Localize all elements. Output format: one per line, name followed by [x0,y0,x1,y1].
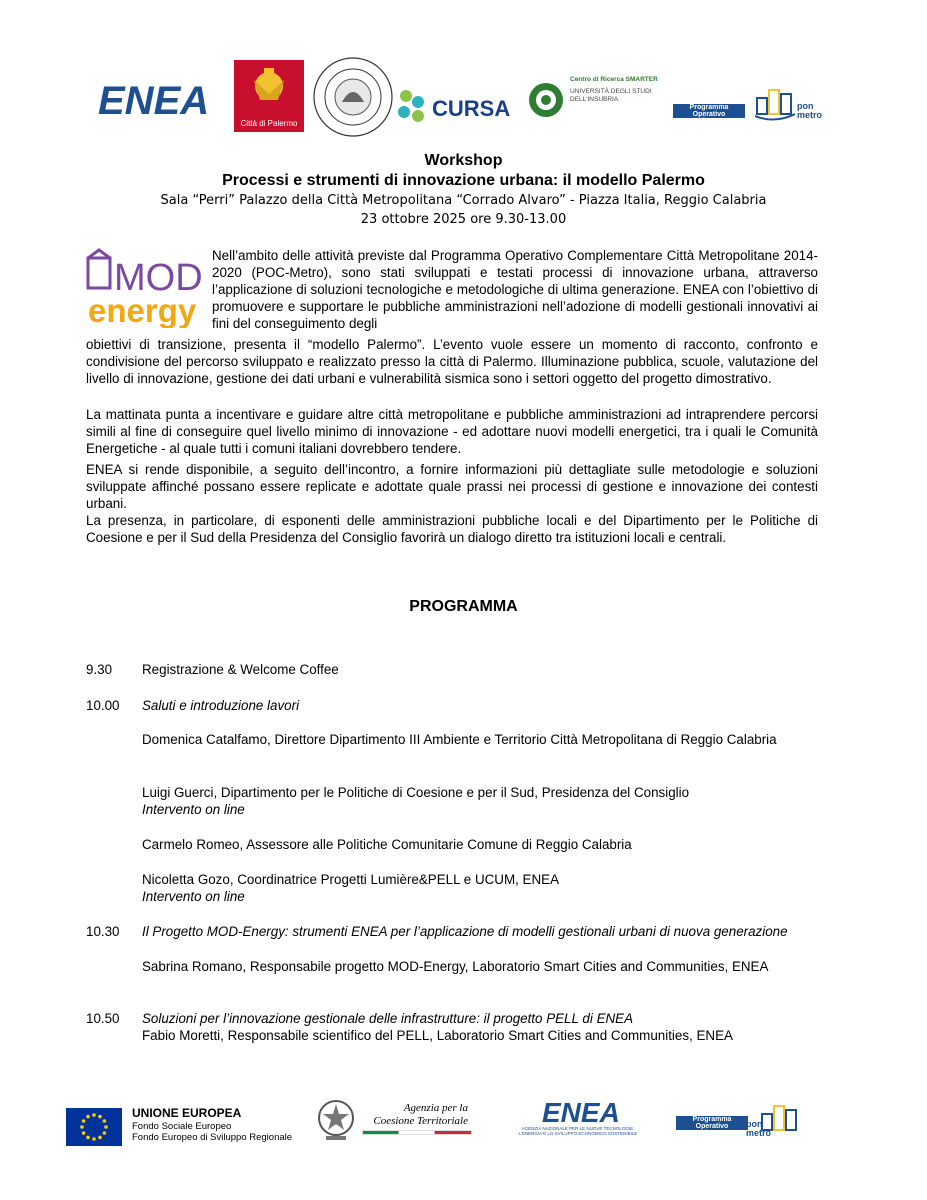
cursa-mark-icon [392,86,432,126]
poc-pon-footer-logo [676,1100,826,1140]
agenda-item-4-speaker: Fabio Moretti, Responsabile scientifico del PELL, Laboratorio Smart Cities and Communities, ENEA [142,1028,733,1043]
poc-footer-line2: Complementare [685,1130,739,1137]
agenda-item-4: Soluzioni per l’innovazione gestionale delle infrastrutture: il progetto PELL di ENEA [142,1011,634,1026]
workshop-venue: Sala “Perri” Palazzo della Città Metropolitana “Corrado Alvaro” - Piazza Italia, Reggio Calabria [160,193,767,208]
enea-logo-text: ENEA [98,80,210,120]
time-slot-4: 10.50 [86,1011,120,1026]
time-slot-2: 10.00 [86,698,120,713]
intro-paragraph-3: La mattinata punta a incentivare e guidare altre città metropolitane e pubbliche amministrazioni ad intraprendere percorsi simili al fine di conseguire quel livello minimo di innovazione - ed adottare nuovi modelli energetici, tra i quali le Comunità Energetiche - al quale tutti i comuni italiani dovrebbero tendere. [86,407,818,456]
intro-paragraph-4: ENEA si rende disponibile, a seguito dell’incontro, a fornire informazioni più dettagliate sulle metodologie e soluzioni sviluppate affinché possano essere replicate e adottate quale prassi nei processi di gestione e innovazione dei contesti urbani. [86,462,818,511]
agenzia-coesione-logo [362,1102,472,1135]
palermo-logo [234,60,304,132]
university-seal-icon [312,56,394,138]
workshop-date: 23 ottobre 2025 ore 9.30-13.00 [360,212,567,227]
intro-paragraph-1: Nell’ambito delle attività previste dal Programma Operativo Complementare Città Metropolitane 2014-2020 (POC-Metro), sono stati sviluppati e testati processi di innovazione urbana, attraverso l’applicazione di soluzioni tecnologiche e metodologiche di ultima generazione. ENEA con l’obiettivo di promuovere e supportare le pubbliche amministrazioni nell’adozione di modelli gestionali innovativi ai fini del conseguimento degli [212,248,818,331]
eu-fund-1: Fondo Sociale Europeo [132,1121,232,1132]
mod-energy-logo [86,248,202,328]
poc-line2: Complementare [682,118,736,125]
speaker-gozo: Nicoletta Gozo, Coordinatrice Progetti Lumière&PELL e UCUM, ENEA [142,872,560,887]
italian-republic-emblem-icon [316,1098,356,1142]
insubria-university: UNIVERSITÀ DEGLI STUDI DELL'INSUBRIA [570,88,652,103]
programma-heading: PROGRAMMA [409,598,518,615]
tricolor-stripe [362,1130,472,1135]
eu-flag-icon [66,1108,122,1146]
enea-footer-subtitle: AGENZIA NAZIONALE PER LE NUOVE TECNOLOGIE, L'ENERGIA E LO SVILUPPO ECONOMICO SOSTENIBILE [518,1126,638,1136]
pon-footer-line2: metro [746,1128,772,1138]
agenda-item-3-speaker: Sabrina Romano, Responsabile progetto MOD-Energy, Laboratorio Smart Cities and Communities, ENEA [142,959,769,974]
workshop-label: Workshop [424,152,503,169]
speaker-catalfamo: Domenica Catalfamo, Direttore Dipartimento III Ambiente e Territorio Città Metropolitana di Reggio Calabria [142,732,777,747]
eu-fund-2: Fondo Europeo di Sviluppo Regionale [132,1132,293,1143]
agenda-item-2: Saluti e introduzione lavori [142,698,300,713]
insubria-logo [522,76,662,126]
agenzia-line1: Agenzia per la [403,1102,468,1114]
workshop-title: Processi e strumenti di innovazione urbana: il modello Palermo [222,172,705,189]
speaker-guerci: Luigi Guerci, Dipartimento per le Politiche di Coesione e per il Sud, Presidenza del Consiglio [142,785,690,800]
title-block [60,151,867,229]
energy-text: energy [88,292,197,328]
agenda-item-3: Il Progetto MOD-Energy: strumenti ENEA per l’applicazione di modelli gestionali urbani di nuova generazione [142,924,788,939]
intro-paragraph-5: La presenza, in particolare, di esponenti delle amministrazioni pubbliche locali e del Dipartimento per le Politiche di Coesione e per il Sud della Presidenza del Consiglio favorirà un dialogo diretto tra istituzioni locali e centrali. [86,513,818,545]
enea-footer-logo [514,1096,642,1138]
poc-badge [673,104,745,125]
poc-line1: Programma Operativo [689,104,729,118]
time-slot-3: 10.30 [86,924,120,939]
insubria-emblem-icon [526,80,566,120]
agenda-item-1: Registrazione & Welcome Coffee [142,662,339,677]
cursa-logo-text: CURSA [432,96,511,121]
pon-metro-footer-label [746,1120,771,1138]
eu-title: UNIONE EUROPEA [132,1106,242,1120]
speaker-romeo: Carmelo Romeo, Assessore alle Politiche Comunitarie Comune di Reggio Calabria [142,837,632,852]
poc-footer-line1: Programma Operativo [692,1116,732,1130]
enea-logo [98,80,213,120]
cursa-logo [392,86,512,126]
palermo-logo-caption: Città di Palermo [240,119,298,128]
speaker-gozo-note: Intervento on line [142,889,245,904]
time-slot-1: 9.30 [86,662,113,677]
pon-metro-label [797,102,822,120]
pon-line1: pon [797,101,814,111]
poc-pon-logo [673,84,833,126]
intro-paragraph-2: obiettivi di transizione, presenta il “modello Palermo”. L’evento vuole essere un momento di racconto, confronto e condivisione del percorso sviluppato e realizzato presso la città di Palermo. Illuminazione pubblica, scuole, valutazione del livello di innovazione, gestione dei dati urbani e vulnerabilità sismica sono i settori oggetto del progetto dimostrativo. [86,337,818,386]
mod-text: MOD [114,257,202,299]
speaker-guerci-note: Intervento on line [142,802,245,817]
pon-footer-line1: pon [746,1119,763,1129]
eu-funds [132,1121,292,1143]
pon-line2: metro [797,110,823,120]
eagle-icon [234,60,304,116]
buildings-icon [755,84,795,122]
enea-footer-text: ENEA [542,1097,620,1126]
agenzia-line2: Coesione Territoriale [373,1115,468,1127]
poc-footer-badge [676,1116,748,1137]
insubria-center: Centro di Ricerca SMARTER [570,76,658,83]
